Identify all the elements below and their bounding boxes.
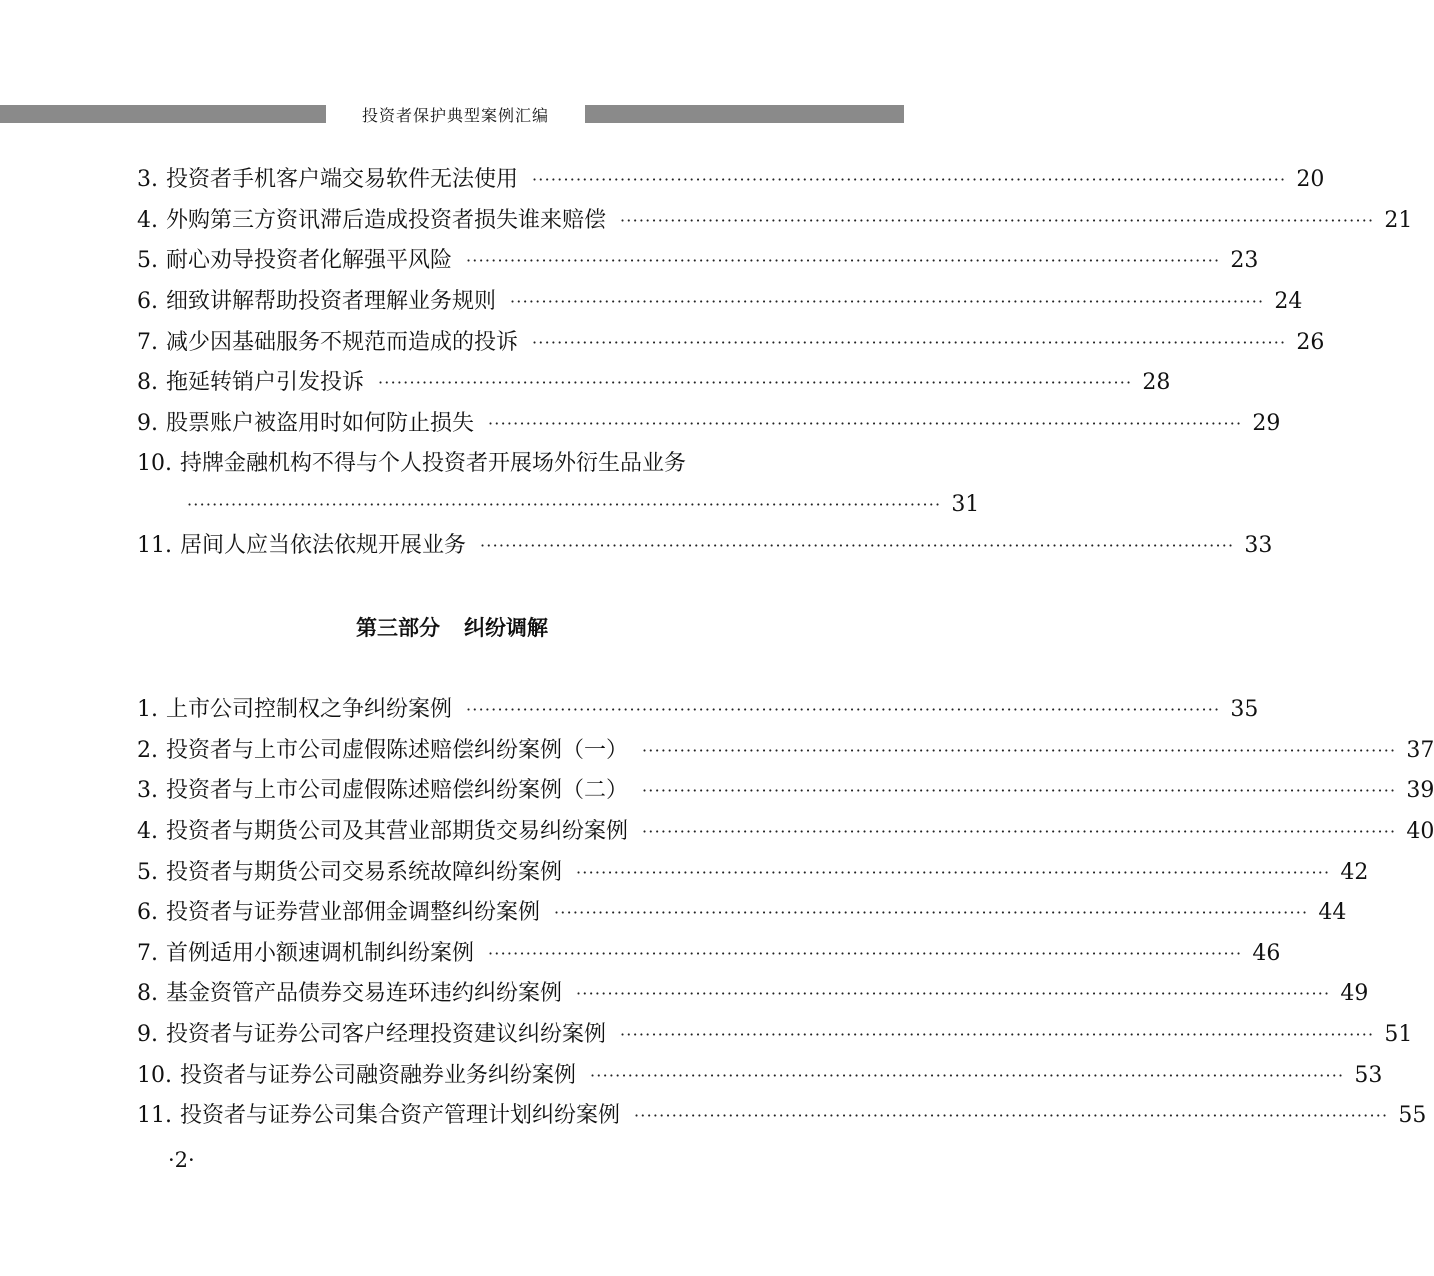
dot-leader: ························································································································ [620, 1025, 1375, 1045]
entry-page: 55 [1398, 1103, 1427, 1129]
entry-page: 49 [1340, 981, 1369, 1007]
entry-title: 外购第三方资讯滞后造成投资者损失谁来赔偿 [166, 207, 607, 233]
entry-page: 21 [1384, 207, 1413, 233]
entry-page: 37 [1406, 737, 1434, 763]
entry-title: 基金资管产品债券交易连环违约纠纷案例 [166, 981, 563, 1007]
entry-number: 11. [137, 532, 172, 558]
toc-entry[interactable] [137, 160, 1325, 201]
section-name: 纠纷调解 [464, 616, 548, 640]
entry-page: 51 [1384, 1022, 1413, 1048]
entry-number: 4. [137, 819, 158, 845]
entry-page: 33 [1244, 532, 1273, 558]
dot-leader: ························································································································ [576, 984, 1331, 1004]
entry-title: 上市公司控制权之争纠纷案例 [166, 697, 453, 723]
dot-leader: ························································································································ [466, 700, 1221, 720]
section-heading [0, 612, 904, 642]
toc-entry[interactable] [137, 731, 1434, 772]
dot-leader: ························································································································ [576, 862, 1331, 882]
toc-entry[interactable] [137, 852, 1369, 893]
entry-page: 53 [1354, 1062, 1383, 1088]
toc-entry[interactable] [137, 771, 1434, 812]
entry-number: 5. [137, 859, 158, 885]
toc-entry[interactable] [137, 1096, 1427, 1137]
dot-leader: ························································································································ [532, 332, 1287, 352]
entry-number: 10. [137, 451, 172, 477]
entry-page: 35 [1230, 697, 1259, 723]
header-bar-left [0, 105, 326, 123]
header-title: 投资者保护典型案例汇编 [361, 106, 549, 125]
toc-entry[interactable] [137, 322, 1325, 363]
entry-page: 29 [1252, 410, 1281, 436]
entry-title: 投资者与证券营业部佣金调整纠纷案例 [166, 900, 541, 926]
entry-page: 23 [1230, 248, 1259, 274]
entry-title: 投资者与证券公司融资融券业务纠纷案例 [180, 1062, 577, 1088]
dot-leader: ························································································································ [187, 495, 942, 515]
entry-number: 4. [137, 207, 158, 233]
entry-number: 5. [137, 248, 158, 274]
toc-entry[interactable] [137, 404, 1281, 445]
entry-title: 投资者与证券公司集合资产管理计划纠纷案例 [180, 1103, 621, 1129]
entry-number: 8. [137, 370, 158, 396]
entry-title: 细致讲解帮助投资者理解业务规则 [166, 289, 497, 315]
dot-leader: ························································································································ [642, 740, 1397, 760]
page-number: ·2· [168, 1148, 195, 1172]
entry-title: 投资者与上市公司虚假陈述赔偿纠纷案例（一） [166, 737, 629, 763]
entry-title: 投资者手机客户端交易软件无法使用 [166, 167, 519, 193]
entry-page: 44 [1318, 900, 1347, 926]
entry-number: 6. [137, 900, 158, 926]
entry-page: 26 [1296, 329, 1325, 355]
entry-number: 7. [137, 329, 158, 355]
toc-entry[interactable] [137, 974, 1369, 1015]
entry-number: 3. [137, 778, 158, 804]
entry-page: 39 [1406, 778, 1434, 804]
entry-number: 6. [137, 289, 158, 315]
toc-entry[interactable] [137, 1015, 1413, 1056]
toc-entry[interactable] [137, 282, 1303, 323]
toc-entry[interactable] [137, 363, 1171, 404]
dot-leader: ························································································································ [554, 903, 1309, 923]
section-part: 第三部分 [356, 616, 440, 640]
dot-leader: ························································································································ [642, 822, 1397, 842]
entry-page: 24 [1274, 289, 1303, 315]
toc-entry[interactable] [137, 1055, 1383, 1096]
header-bar-right [585, 105, 904, 123]
dot-leader: ························································································································ [642, 781, 1397, 801]
entry-page: 31 [951, 492, 980, 518]
toc-entry[interactable] [137, 934, 1281, 975]
dot-leader: ························································································································ [620, 210, 1375, 230]
entry-page: 40 [1406, 819, 1434, 845]
entry-number: 11. [137, 1103, 172, 1129]
entry-title: 减少因基础服务不规范而造成的投诉 [166, 329, 519, 355]
entry-number: 9. [137, 1022, 158, 1048]
dot-leader: ························································································································ [378, 373, 1133, 393]
toc-entry[interactable] [137, 525, 1273, 566]
dot-leader: ························································································································ [590, 1065, 1345, 1085]
toc-entry[interactable] [137, 690, 1259, 731]
entry-number: 7. [137, 940, 158, 966]
entry-title: 投资者与期货公司交易系统故障纠纷案例 [166, 859, 563, 885]
toc-section-3 [137, 690, 1434, 1137]
dot-leader: ························································································································ [488, 413, 1243, 433]
entry-number: 9. [137, 410, 158, 436]
entry-title: 投资者与证券公司客户经理投资建议纠纷案例 [166, 1022, 607, 1048]
entry-number: 1. [137, 697, 158, 723]
toc-entry[interactable] [137, 444, 769, 485]
entry-page: 42 [1340, 859, 1369, 885]
running-header [0, 105, 904, 123]
dot-leader: ························································································································ [488, 943, 1243, 963]
dot-leader: ························································································································ [510, 292, 1265, 312]
dot-leader: ························································································································ [466, 251, 1221, 271]
entry-title: 拖延转销户引发投诉 [166, 370, 365, 396]
dot-leader: ························································································································ [480, 535, 1235, 555]
toc-entry[interactable] [137, 201, 1413, 242]
entry-title: 首例适用小额速调机制纠纷案例 [166, 940, 475, 966]
dot-leader: ························································································································ [634, 1106, 1389, 1126]
entry-title: 投资者与上市公司虚假陈述赔偿纠纷案例（二） [166, 778, 629, 804]
dot-leader: ························································································································ [532, 170, 1287, 190]
toc-entry[interactable] [137, 812, 1434, 853]
toc-entry[interactable] [137, 485, 980, 526]
entry-title: 持牌金融机构不得与个人投资者开展场外衍生品业务 [180, 451, 687, 477]
entry-page: 46 [1252, 940, 1281, 966]
entry-number: 3. [137, 167, 158, 193]
entry-title: 耐心劝导投资者化解强平风险 [166, 248, 453, 274]
entry-title: 居间人应当依法依规开展业务 [180, 532, 467, 558]
entry-page: 28 [1142, 370, 1171, 396]
toc-section-2-continued [137, 160, 1413, 566]
entry-number: 10. [137, 1062, 172, 1088]
toc-entry[interactable] [137, 241, 1259, 282]
entry-number: 2. [137, 737, 158, 763]
entry-number: 8. [137, 981, 158, 1007]
entry-title: 股票账户被盗用时如何防止损失 [166, 410, 475, 436]
entry-page: 20 [1296, 167, 1325, 193]
toc-entry[interactable] [137, 893, 1347, 934]
entry-title: 投资者与期货公司及其营业部期货交易纠纷案例 [166, 819, 629, 845]
